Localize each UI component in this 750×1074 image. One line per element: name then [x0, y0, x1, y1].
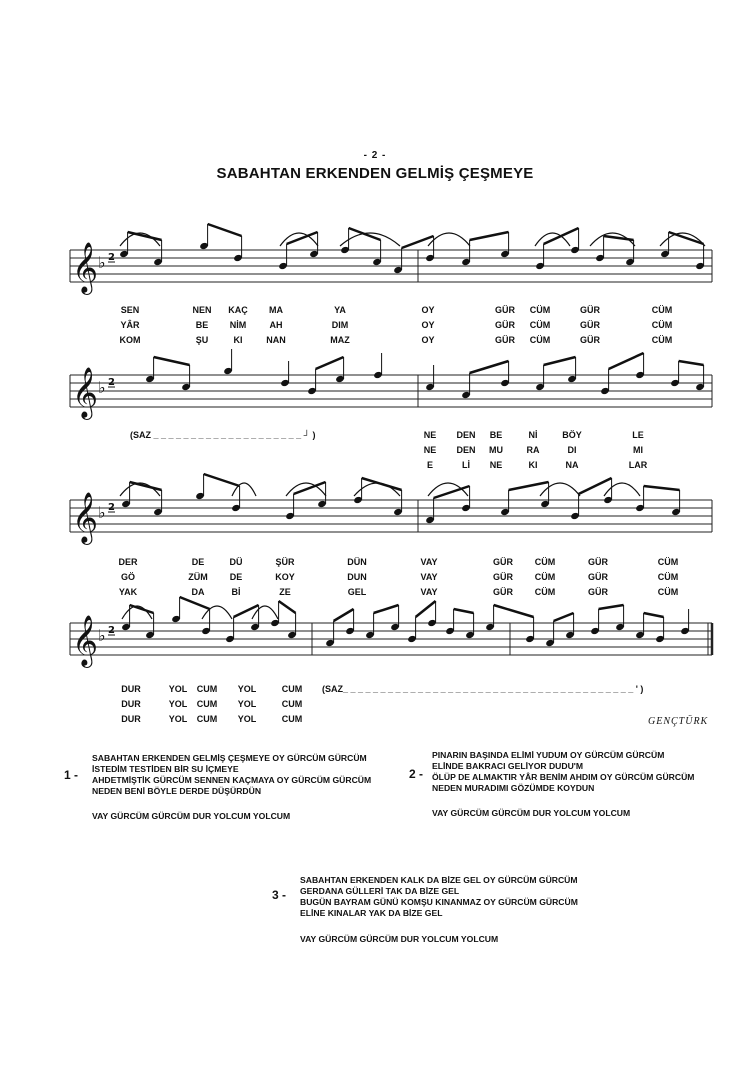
note-beam [609, 353, 644, 369]
lyric-syllable: DE [191, 557, 205, 567]
lyric-syllable: KOY [275, 572, 295, 582]
page-number: - 2 - [363, 150, 387, 161]
lyric-syllable: GÜR [588, 557, 608, 567]
lyric-syllable: NAN [266, 335, 286, 345]
lyric-syllable: CÜM [651, 305, 673, 315]
verse-1-line-3: AHDETMİŞTİK GÜRCÜM SENNEN KAÇMAYA OY GÜRCÜM GÜRCÜM [92, 775, 372, 785]
note-beam [644, 486, 680, 490]
note-beam [316, 357, 344, 369]
lyric-syllable: GÖ [120, 572, 136, 582]
lyric-syllable: CÜM [651, 335, 673, 345]
lyric-syllable: OY [421, 305, 435, 315]
note-beam [470, 361, 509, 373]
flat-key-signature-icon: ♭ [98, 503, 106, 522]
verse-2-line-4: NEDEN MURADIMI GÖZÜMDE KOYDUN [432, 783, 595, 793]
verse-2-refrain: VAY GÜRCÜM GÜRCÜM DUR YOLCUM YOLCUM [432, 808, 631, 818]
lyric-syllable: DEN [456, 445, 476, 455]
lyric-syllable: GÜR [495, 335, 515, 345]
note-beam [204, 474, 240, 486]
verse-1-line-1: SABAHTAN ERKENDEN GELMİŞ ÇEŞMEYE OY GÜRCÜM GÜRCÜM [92, 753, 367, 763]
lyric-syllable: BE [489, 430, 503, 440]
lyric-syllable: YAK [118, 587, 138, 597]
lyric-syllable: OY [421, 335, 435, 345]
lyric-syllable: CÜM [657, 572, 679, 582]
lyric-syllable: Nİ [528, 430, 538, 440]
lyric-syllable: Lİ [462, 460, 470, 470]
slur [252, 606, 278, 619]
lyric-syllable: CÜM [529, 305, 551, 315]
lyric-syllable: GÜR [493, 557, 513, 567]
note-beam [644, 613, 664, 617]
treble-clef-icon: 𝄞 [72, 367, 99, 418]
slur [604, 483, 640, 496]
lyric-syllable: CÜM [534, 572, 556, 582]
lyric-syllable: CÜM [651, 320, 673, 330]
note-beam [679, 361, 704, 365]
lyric-syllable: LAR [628, 460, 648, 470]
slur [590, 233, 635, 246]
treble-clef-icon: 𝄞 [72, 492, 99, 543]
lyric-syllable: DE [229, 572, 243, 582]
lyric-syllable: YOL [237, 699, 257, 709]
lyric-syllable: DÜ [229, 557, 243, 567]
lyric-syllable: VAY [420, 587, 438, 597]
lyric-syllable: YOL [237, 684, 257, 694]
lyric-syllable: GÜR [588, 587, 608, 597]
note-beam [494, 605, 534, 617]
lyric-syllable: MAZ [330, 335, 350, 345]
lyric-syllable: CUM [281, 684, 303, 694]
note-beam [279, 601, 296, 613]
time-signature: 2 [108, 502, 115, 513]
saz-instrumental-marking-2: (SAZ_ _ _ _ _ _ _ _ _ _ _ _ _ _ _ _ _ _ _ _ _ _ _ _ _ _ _ _ _ _ _ _ _ _ _ _ _ _ _ ' ) [322, 684, 644, 694]
lyric-syllable: GÜR [495, 320, 515, 330]
lyric-syllable: DEN [456, 430, 476, 440]
lyric-syllable: E [426, 460, 434, 470]
lyric-syllable: KAÇ [228, 305, 248, 315]
lyric-syllable: ŞU [195, 335, 209, 345]
note-beam [208, 224, 242, 236]
lyric-syllable: GÜR [493, 587, 513, 597]
verse-1-refrain: VAY GÜRCÜM GÜRCÜM DUR YOLCUM YOLCUM [92, 811, 291, 821]
lyric-syllable: DER [118, 557, 138, 567]
lyric-syllable: BE [195, 320, 209, 330]
lyric-syllable: CUM [281, 699, 303, 709]
lyric-syllable: YA [334, 305, 346, 315]
lyric-syllable: GÜR [493, 572, 513, 582]
staff-system-4 [0, 593, 750, 713]
note-beam [454, 609, 474, 613]
verse-3-line-4: ELİNE KINALAR YAK DA BİZE GEL [300, 908, 443, 918]
verse-2-number: 2 - [409, 767, 424, 781]
lyric-syllable: MI [633, 445, 643, 455]
note-beam [599, 605, 624, 609]
lyric-syllable: NA [565, 460, 579, 470]
verse-2-line-3: ÖLÜP DE ALMAKTIR YÂR BENİM AHDIM OY GÜRCÜM GÜRCÜM [432, 772, 695, 782]
verse-1-line-2: İSTEDİM TESTİDEN BİR SU İÇMEYE [92, 764, 239, 774]
time-signature: 2 [108, 377, 115, 388]
lyric-syllable: VAY [420, 557, 438, 567]
time-signature: 2 [108, 625, 115, 636]
lyric-syllable: YOL [168, 699, 188, 709]
lyric-syllable: MA [269, 305, 283, 315]
lyric-syllable: CÜM [657, 587, 679, 597]
lyric-syllable: YOL [168, 714, 188, 724]
lyric-syllable: RA [526, 445, 540, 455]
note-beam [554, 613, 574, 621]
note-beam [180, 597, 210, 609]
verse-3-line-1: SABAHTAN ERKENDEN KALK DA BİZE GEL OY GÜRCÜM GÜRCÜM [300, 875, 578, 885]
lyric-syllable: DUR [121, 714, 141, 724]
lyric-syllable: GÜR [495, 305, 515, 315]
verse-1-number: 1 - [64, 768, 79, 782]
verse-2-line-2: ELİNDE BAKRACI GELİYOR DUDU'M [432, 761, 584, 771]
lyric-syllable: GÜR [588, 572, 608, 582]
flat-key-signature-icon: ♭ [98, 626, 106, 645]
lyric-syllable: SEN [120, 305, 140, 315]
note-beam [234, 605, 259, 617]
lyric-syllable: CÜM [657, 557, 679, 567]
composer-signature: GENÇTÜRK [648, 716, 709, 727]
lyric-syllable: NEN [192, 305, 212, 315]
lyric-syllable: AH [269, 320, 283, 330]
lyric-syllable: CÜM [529, 320, 551, 330]
flat-key-signature-icon: ♭ [98, 253, 106, 272]
saz-instrumental-marking-1: (SAZ _ _ _ _ _ _ _ _ _ _ _ _ _ _ _ _ _ _ _ _ ┘ ) [130, 430, 316, 440]
verse-3-line-2: GERDANA GÜLLERİ TAK DA BİZE GEL [300, 886, 460, 896]
lyric-syllable: CÜM [534, 587, 556, 597]
note-beam [154, 357, 190, 365]
slur [354, 483, 400, 496]
lyric-syllable: CUM [196, 684, 218, 694]
lyric-syllable: KI [528, 460, 538, 470]
lyric-syllable: CÜM [529, 335, 551, 345]
lyric-syllable: DUR [121, 684, 141, 694]
verse-1-line-4: NEDEN BENİ BÖYLE DERDE DÜŞÜRDÜN [92, 786, 262, 796]
lyric-syllable: CUM [196, 714, 218, 724]
lyric-syllable: DIM [331, 320, 349, 330]
lyric-syllable: NİM [229, 320, 247, 330]
lyric-syllable: DA [191, 587, 205, 597]
verse-3-number: 3 - [272, 888, 287, 902]
lyric-syllable: ZÜM [188, 572, 208, 582]
lyric-syllable: GEL [347, 587, 367, 597]
lyric-syllable: ZE [279, 587, 291, 597]
lyric-syllable: Bİ [231, 587, 241, 597]
lyric-syllable: DÜN [347, 557, 367, 567]
slur [660, 233, 705, 246]
note-beam [544, 357, 576, 365]
staff-system-1 [0, 220, 750, 340]
note-beam [130, 482, 162, 490]
lyric-syllable: OY [421, 320, 435, 330]
flat-key-signature-icon: ♭ [98, 378, 106, 397]
lyric-syllable: ŞÜR [275, 557, 295, 567]
treble-clef-icon: 𝄞 [72, 242, 99, 293]
lyric-syllable: MU [489, 445, 503, 455]
lyric-syllable: GÜR [580, 320, 600, 330]
note-beam [402, 236, 434, 248]
lyric-syllable: CÜM [534, 557, 556, 567]
lyric-syllable: DUR [121, 699, 141, 709]
lyric-syllable: DUN [347, 572, 367, 582]
slur [540, 483, 580, 496]
lyric-syllable: VAY [420, 572, 438, 582]
verse-3-line-3: BUGÜN BAYRAM GÜNÜ KOMŞU KINANMAZ OY GÜRCÜM GÜRCÜM [300, 897, 578, 907]
lyric-syllable: LE [632, 430, 644, 440]
lyric-syllable: NE [423, 445, 437, 455]
note-beam [509, 482, 549, 490]
lyric-syllable: CUM [196, 699, 218, 709]
lyric-syllable: KI [233, 335, 243, 345]
time-signature: 2 [108, 252, 115, 263]
lyric-syllable: YOL [168, 684, 188, 694]
lyric-syllable: BÖY [562, 430, 582, 440]
lyric-syllable: NE [489, 460, 503, 470]
note-beam [470, 232, 509, 240]
staff-system-3 [0, 470, 750, 590]
lyric-syllable: YÂR [120, 320, 140, 330]
slur [428, 233, 470, 246]
lyric-syllable: KOM [119, 335, 141, 345]
lyric-syllable: DI [567, 445, 577, 455]
lyric-syllable: CUM [281, 714, 303, 724]
song-title: SABAHTAN ERKENDEN GELMİŞ ÇEŞMEYE [216, 165, 534, 182]
verse-2-line-1: PINARIN BAŞINDA ELİMİ YUDUM OY GÜRCÜM GÜRCÜM [432, 750, 665, 760]
verse-3-refrain: VAY GÜRCÜM GÜRCÜM DUR YOLCUM YOLCUM [300, 934, 499, 944]
lyric-syllable: YOL [237, 714, 257, 724]
lyric-syllable: GÜR [580, 335, 600, 345]
note-beam [334, 609, 354, 621]
lyric-syllable: NE [423, 430, 437, 440]
note-beam [374, 605, 399, 613]
note-beam [416, 601, 436, 617]
lyric-syllable: GÜR [580, 305, 600, 315]
treble-clef-icon: 𝄞 [72, 615, 99, 666]
